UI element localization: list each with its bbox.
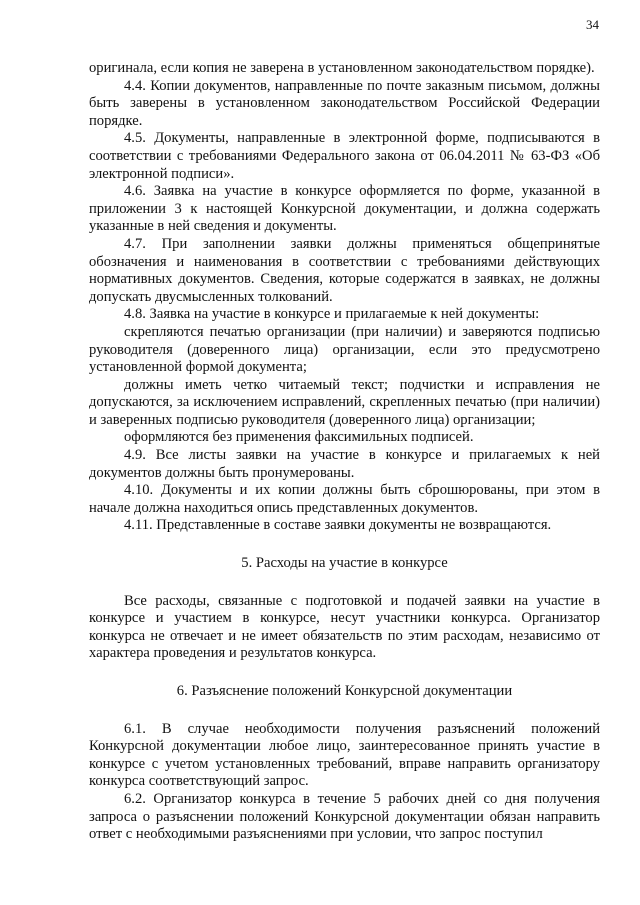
paragraph-4-5: 4.5. Документы, направленные в электронной форме, подписываются в соответствии с требованиями Федерального закона от 06.04.2011 № 63-ФЗ «Об электронной подписи». — [89, 130, 600, 182]
paragraph-continuation: оригинала, если копия не заверена в установленном законодательством порядке). — [89, 60, 595, 76]
page-number: 34 — [586, 17, 599, 32]
section-5-text: Все расходы, связанные с подготовкой и подачей заявки на участие в конкурсе и участием в конкурсе, несут участники конкурса. Организатор конкурса не отвечает и не имеет обязательств по этим расходам, независимо от характера проведения и результатов конкурса. — [89, 592, 600, 662]
paragraph-4-9: 4.9. Все листы заявки на участие в конкурсе и прилагаемых к ней документов должны быть пронумерованы. — [89, 447, 600, 481]
paragraph-4-8-item-2: должны иметь четко читаемый текст; подчистки и исправления не допускаются, за исключением исправлений, скрепленных печатью (при наличии) и заверенных подписью руководителя (доверенного лица) организации; — [89, 376, 600, 428]
paragraph-4-6: 4.6. Заявка на участие в конкурсе оформляется по форме, указанной в приложении 3 к настоящей Конкурсной документации, и должна содержать указанные в ней сведения и документы. — [89, 183, 600, 235]
section-5-heading: 5. Расходы на участие в конкурсе — [241, 555, 448, 572]
paragraph-4-7: 4.7. При заполнении заявки должны применяться общепринятые обозначения и наименования в соответствии с требованиями действующих нормативных документов. Сведения, которые содержатся в заявках, не должны допускать двусмысленных толкований. — [89, 235, 600, 305]
paragraph-4-11: 4.11. Представленные в составе заявки документы не возвращаются. — [124, 517, 552, 534]
paragraph-4-4: 4.4. Копии документов, направленные по почте заказным письмом, должны быть заверены в установленном законодательством Российской Федерации порядке. — [89, 77, 600, 129]
document-body — [89, 60, 600, 844]
paragraph-4-10: 4.10. Документы и их копии должны быть сброшюрованы, при этом в начале должна находиться опись представленных документов. — [89, 482, 600, 516]
paragraph-6-2: 6.2. Организатор конкурса в течение 5 рабочих дней со дня получения запроса о разъяснении положений Конкурсной документации обязан направить ответ с необходимыми разъяснениями при условии, что запрос поступил — [89, 790, 600, 843]
paragraph-4-8-item-1: скрепляются печатью организации (при наличии) и заверяются подписью руководителя (доверенного лица) организации, если это предусмотрено установленной формой документа; — [89, 323, 600, 376]
paragraph-6-1: 6.1. В случае необходимости получения разъяснений положений Конкурсной документации любое лицо, заинтересованное принять участие в конкурсе с учетом установленных требований, вправе направить организатору конкурса соответствующий запрос. — [89, 720, 600, 790]
paragraph-4-8-item-3: оформляются без применения факсимильных подписей. — [124, 429, 474, 446]
section-6-heading: 6. Разъяснение положений Конкурсной документации — [176, 683, 513, 699]
paragraph-4-8: 4.8. Заявка на участие в конкурсе и прилагаемые к ней документы: — [124, 306, 540, 323]
